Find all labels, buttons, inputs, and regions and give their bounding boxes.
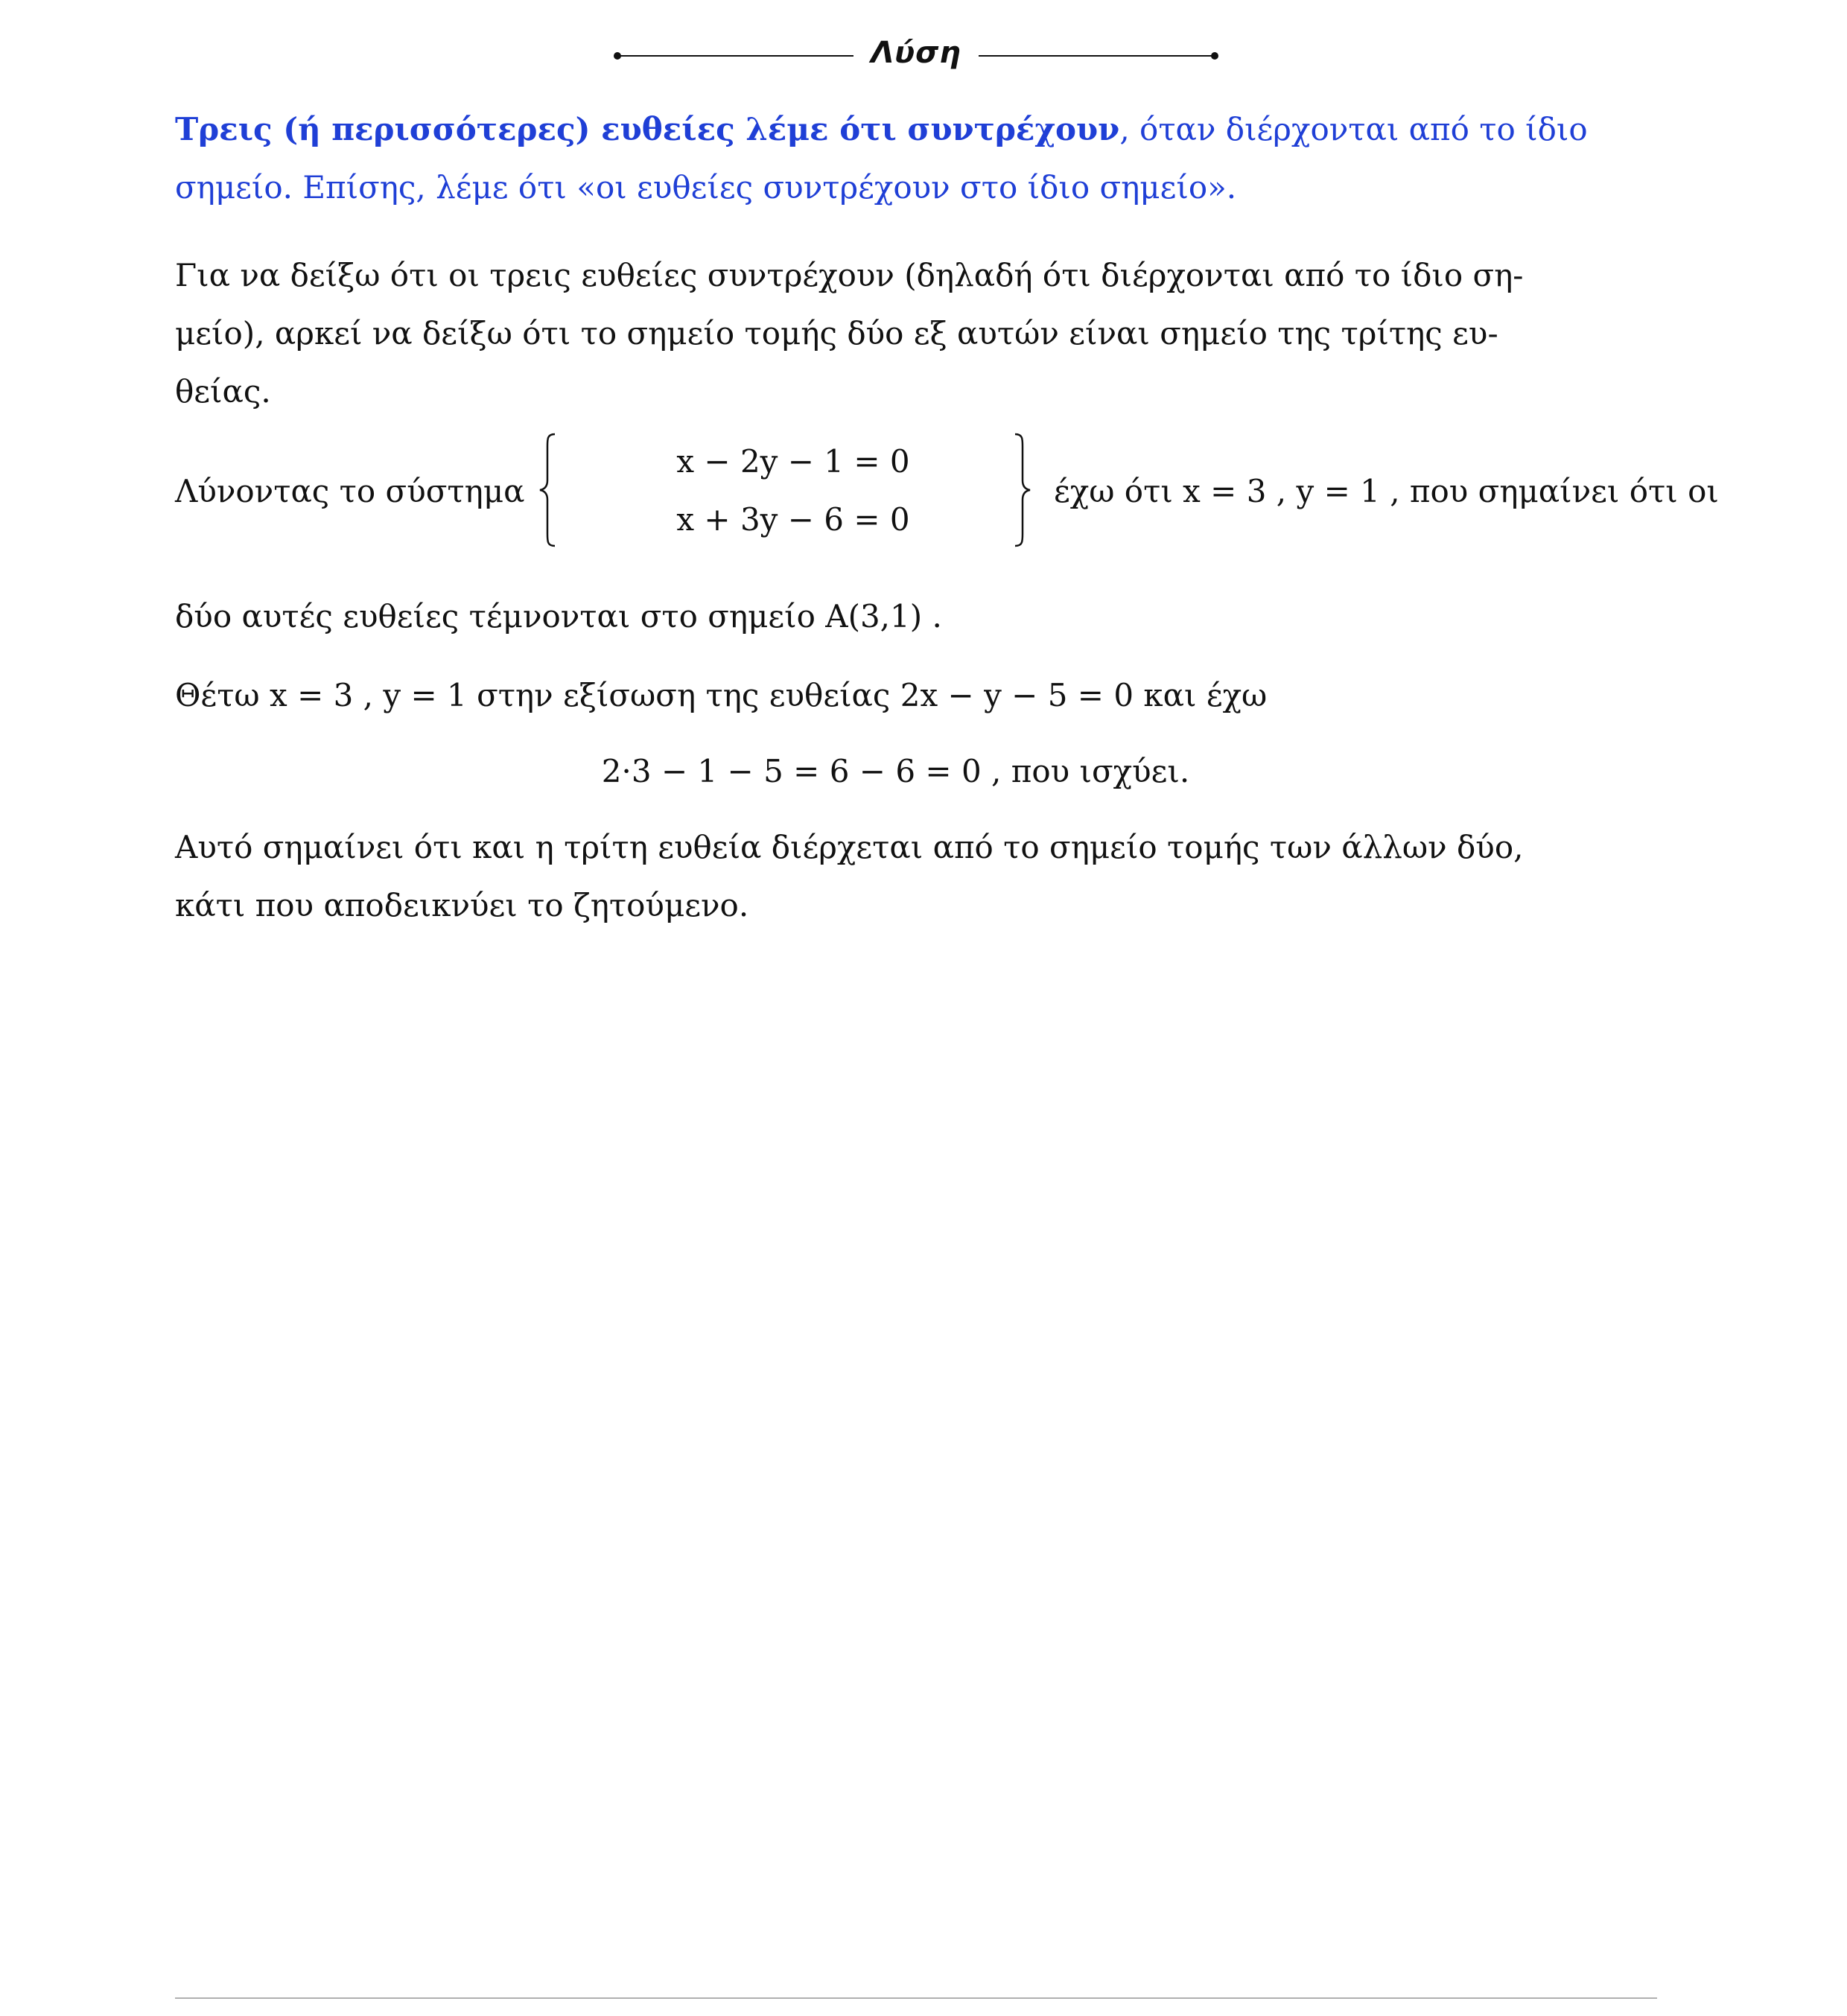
left-brace — [538, 433, 558, 547]
definition-term: Τρεις (ή περισσότερες) ευθείες λέμε ότι συντρέχουν — [175, 111, 1120, 147]
conclusion-line-1: Αυτό σημαίνει ότι και η τρίτη ευθεία διέρχεται από το σημείο τομής των άλλων δύο, — [175, 829, 1524, 865]
definition-paragraph — [175, 101, 1616, 217]
substitution-paragraph: Θέτω x = 3 , y = 1 στην εξίσωση της ευθείας 2x − y − 5 = 0 και έχω — [175, 677, 1268, 713]
paragraph-approach-line-1: Για να δείξω ότι οι τρεις ευθείες συντρέχουν (δηλαδή ότι διέρχονται από το ίδιο ση- — [175, 257, 1524, 293]
system-intro-text: Λύνοντας το σύστημα — [175, 473, 525, 509]
conclusion-line-2: κάτι που αποδεικνύει το ζητούμενο. — [175, 887, 749, 923]
solution-header — [615, 31, 1217, 82]
right-brace — [1012, 433, 1031, 547]
system-equation-1: x − 2y − 1 = 0 — [676, 443, 910, 480]
conclusion-paragraph — [175, 818, 1616, 935]
system-line — [175, 424, 1719, 558]
definition-text: , όταν διέρχονται από το ίδιο σημείο. Επίσης, λέμε ότι «οι ευθείες συντρέχουν στο ίδιο σημείο». — [175, 111, 1588, 206]
system-result-text: έχω ότι x = 3 , y = 1 , που σημαίνει ότι οι — [1054, 473, 1719, 509]
header-title: Λύση — [871, 36, 961, 70]
paragraph-approach — [175, 247, 1616, 421]
paragraph-approach-line-3: θείας. — [175, 373, 271, 410]
verification-equation: 2·3 − 1 − 5 = 6 − 6 = 0 , που ισχύει. — [601, 753, 1190, 789]
intersection-paragraph: δύο αυτές ευθείες τέμνονται στο σημείο A(3,1) . — [175, 598, 942, 635]
header-dot-right — [1211, 52, 1218, 60]
paragraph-approach-line-2: μείο), αρκεί να δείξω ότι το σημείο τομής δύο εξ αυτών είναι σημείο της τρίτης ευ- — [175, 315, 1498, 352]
header-rule-right — [979, 55, 1217, 57]
system-equation-2: x + 3y − 6 = 0 — [676, 501, 910, 538]
footer-rule — [175, 1997, 1657, 1999]
solution-body — [175, 101, 1719, 935]
